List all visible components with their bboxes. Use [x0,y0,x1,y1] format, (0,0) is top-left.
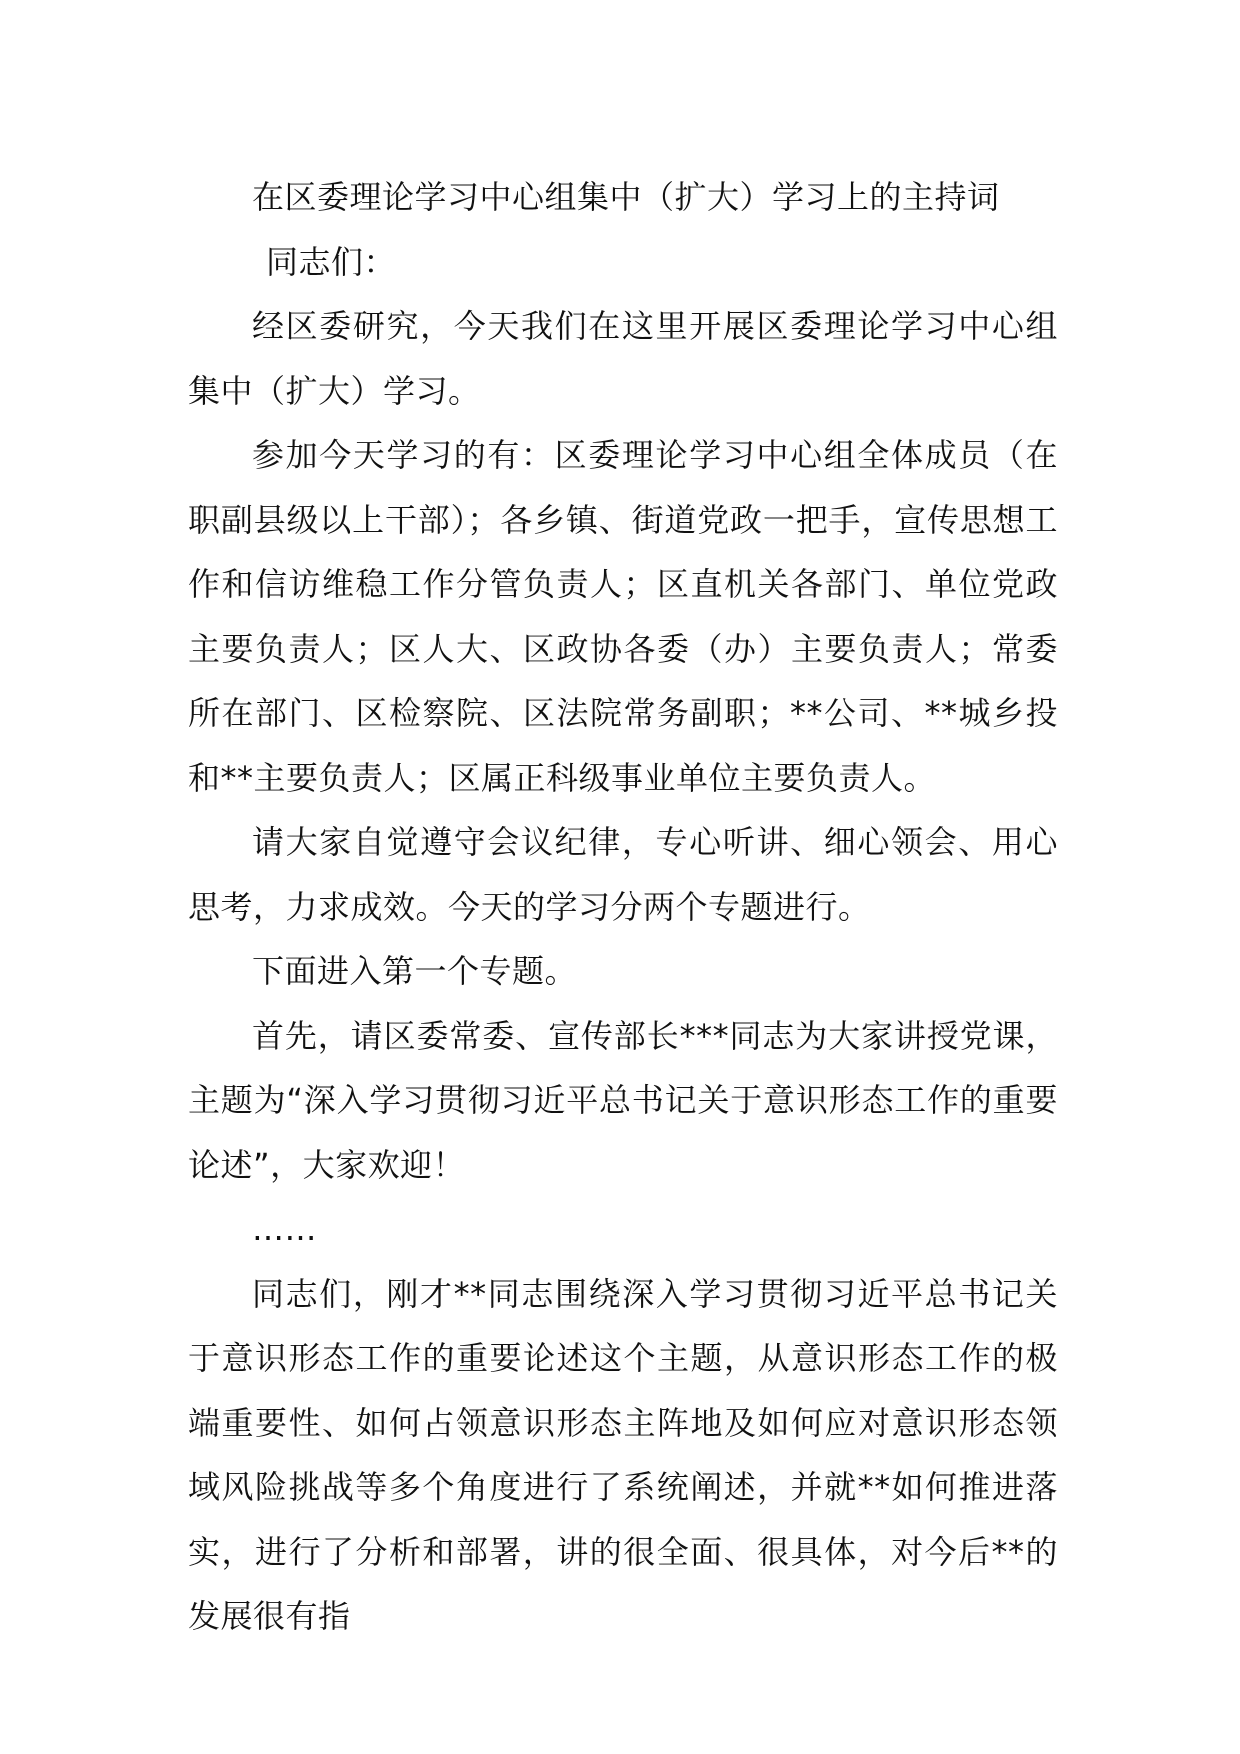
paragraph: 经区委研究，今天我们在这里开展区委理论学习中心组集中（扩大）学习。 [188,307,1058,410]
paragraph: 请大家自觉遵守会议纪律，专心听讲、细心领会、用心思考，力求成效。今天的学习分两个专题进行。 [188,823,1058,926]
document-body [188,165,1058,1649]
paragraph: 首先，请区委常委、宣传部长***同志为大家讲授党课，主题为“深入学习贯彻习近平总书记关于意识形态工作的重要论述”，大家欢迎！ [188,1016,1058,1184]
paragraph: 参加今天学习的有：区委理论学习中心组全体成员（在职副县级以上干部）；各乡镇、街道党政一把手，宣传思想工作和信访维稳工作分管负责人；区直机关各部门、单位党政主要负责人；区人大、区政协各委（办）主要负责人；常委所在部门、区检察院、区法院常务副职；**公司、**城乡投和**主要负责人；区属正科级事业单位主要负责人。 [188,436,1058,797]
document-title: 在区委理论学习中心组集中（扩大）学习上的主持词 [252,178,1000,216]
paragraph: 同志们，刚才**同志围绕深入学习贯彻习近平总书记关于意识形态工作的重要论述这个主题，从意识形态工作的极端重要性、如何占领意识形态主阵地及如何应对意识形态领域风险挑战等多个角度进行了系统阐述，并就**如何推进落实，进行了分析和部署，讲的很全面、很具体，对今后**的发展很有指 [188,1274,1058,1635]
paragraph: 下面进入第一个专题。 [252,952,578,990]
salutation: 同志们： [266,242,397,281]
ellipsis-paragraph: …… [252,1210,317,1248]
